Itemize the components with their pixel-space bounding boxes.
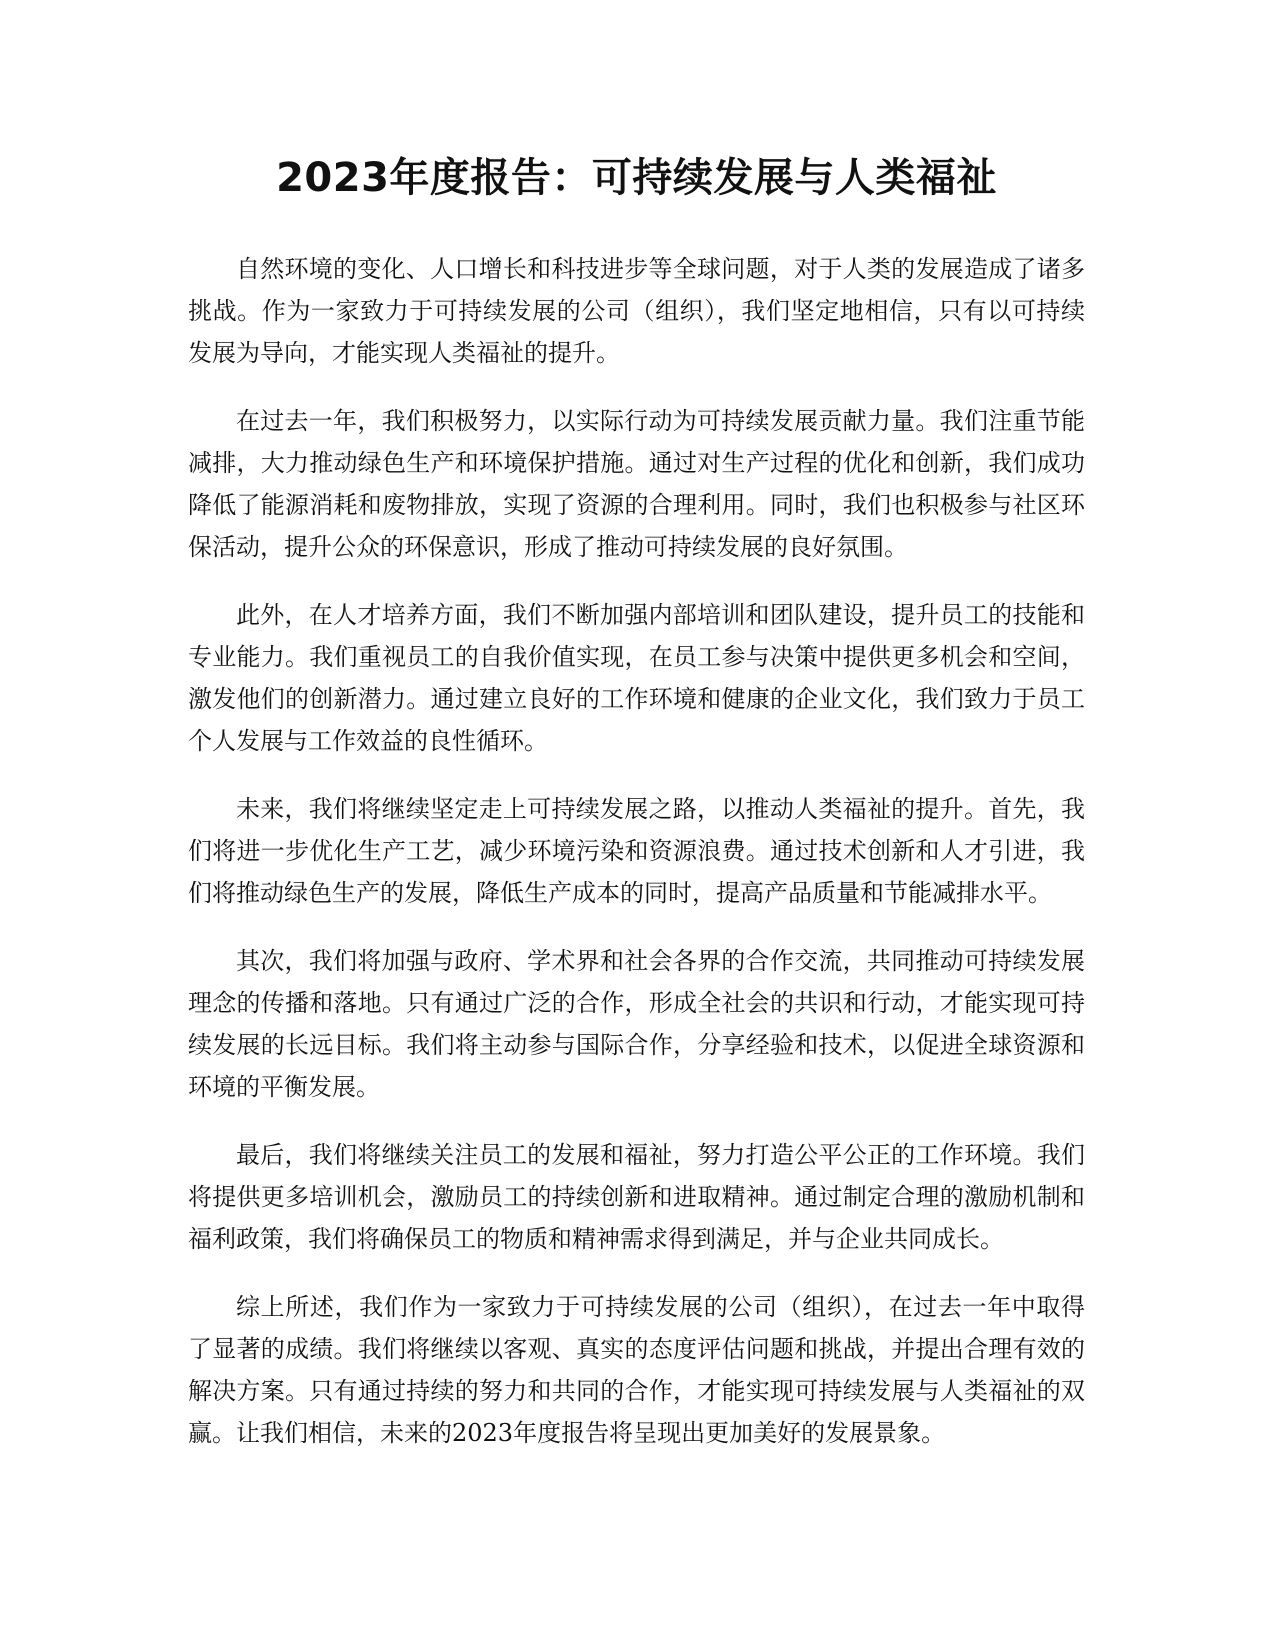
paragraph-employees: 最后，我们将继续关注员工的发展和福祉，努力打造公平公正的工作环境。我们将提供更多培训机会，激励员工的持续创新和进取精神。通过制定合理的激励机制和福利政策，我们将确保员工的物质和精神需求得到满足，并与企业共同成长。: [188, 1141, 1085, 1253]
paragraph-cooperation: 其次，我们将加强与政府、学术界和社会各界的合作交流，共同推动可持续发展理念的传播和落地。只有通过广泛的合作，形成全社会的共识和行动，才能实现可持续发展的长远目标。我们将主动参与国际合作，分享经验和技术，以促进全球资源和环境的平衡发展。: [188, 947, 1085, 1101]
paragraph-intro: 自然环境的变化、人口增长和科技进步等全球问题，对于人类的发展造成了诸多挑战。作为一家致力于可持续发展的公司（组织），我们坚定地相信，只有以可持续发展为导向，才能实现人类福祉的提升。: [188, 255, 1085, 367]
paragraph-conclusion: 综上所述，我们作为一家致力于可持续发展的公司（组织），在过去一年中取得了显著的成绩。我们将继续以客观、真实的态度评估问题和挑战，并提出合理有效的解决方案。只有通过持续的努力和共同的合作，才能实现可持续发展与人类福祉的双赢。让我们相信，未来的2023年度报告将呈现出更加美好的发展景象。: [188, 1293, 1085, 1447]
paragraph-past-year: 在过去一年，我们积极努力，以实际行动为可持续发展贡献力量。我们注重节能减排，大力推动绿色生产和环境保护措施。通过对生产过程的优化和创新，我们成功降低了能源消耗和废物排放，实现了资源的合理利用。同时，我们也积极参与社区环保活动，提升公众的环保意识，形成了推动可持续发展的良好氛围。: [188, 407, 1085, 561]
paragraph-future: 未来，我们将继续坚定走上可持续发展之路，以推动人类福祉的提升。首先，我们将进一步优化生产工艺，减少环境污染和资源浪费。通过技术创新和人才引进，我们将推动绿色生产的发展，降低生产成本的同时，提高产品质量和节能减排水平。: [188, 795, 1085, 907]
document-title: 2023年度报告：可持续发展与人类福祉: [276, 155, 997, 201]
paragraph-talent: 此外，在人才培养方面，我们不断加强内部培训和团队建设，提升员工的技能和专业能力。我们重视员工的自我价值实现，在员工参与决策中提供更多机会和空间，激发他们的创新潜力。通过建立良好的工作环境和健康的企业文化，我们致力于员工个人发展与工作效益的良性循环。: [188, 601, 1085, 755]
